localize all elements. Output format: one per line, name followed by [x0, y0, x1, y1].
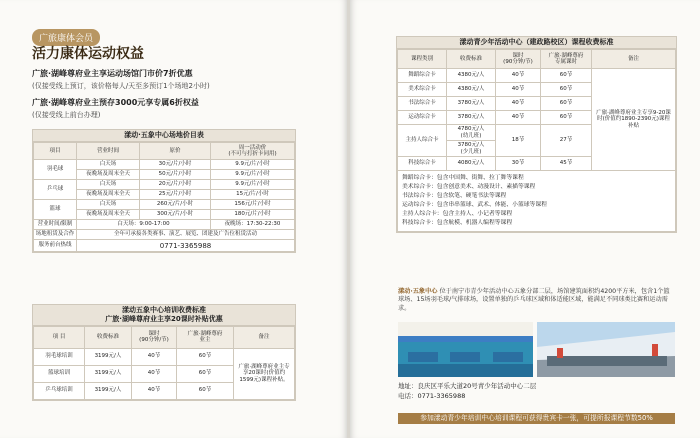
- cell: 4780元/人 (幼儿班): [447, 125, 496, 141]
- training-title-2: 广旅·湖峰尊府业主享20课时补贴优惠: [105, 314, 223, 323]
- training-title-1: 漾动五象中心培训收费标准: [122, 306, 206, 314]
- cell: 全年可承接各类赛事、演艺、展览、团建及广告位租赁活动: [77, 230, 295, 240]
- cell: 40节: [496, 83, 541, 97]
- course-details: [398, 171, 676, 232]
- course-fee-table: [396, 36, 677, 233]
- cell: 60节: [541, 69, 592, 83]
- cell: 60节: [541, 83, 592, 97]
- cell: 场地租赁及合作: [34, 230, 77, 240]
- cell: 60节: [177, 348, 234, 365]
- col-header: 备注: [592, 50, 676, 69]
- cell: 40节: [132, 348, 177, 365]
- promo-banner: 参加漾动青少年培训中心培训课程可获得贵宾卡一张，可提所报课程节数50%: [398, 413, 675, 424]
- cell: 夜晚场及周末全天: [77, 170, 140, 180]
- cell: 40节: [132, 382, 177, 399]
- training-fee-table: [32, 304, 296, 401]
- cell: 40节: [496, 69, 541, 83]
- table-row: [34, 200, 295, 210]
- cell: 60节: [541, 97, 592, 111]
- col-header: 原价: [140, 143, 211, 160]
- col-header: 课时 (90分钟/节): [496, 50, 541, 69]
- course-table-title: 漾动青少年活动中心（建政路校区）课程收费标准: [397, 37, 676, 49]
- col-header: 项 目: [34, 326, 85, 348]
- cell: 60节: [177, 365, 234, 382]
- cell: 60节: [177, 382, 234, 399]
- page-title: 活力康体运动权益: [32, 46, 144, 62]
- cell: 3780元/人 (少儿班): [447, 141, 496, 157]
- benefit-2-note: (仅接受线上前台办理): [32, 111, 101, 119]
- cell: 乒乓球: [34, 180, 77, 200]
- cell: 主持人综合卡: [398, 125, 447, 157]
- cell: 40节: [132, 365, 177, 382]
- cell: 18节: [496, 125, 541, 157]
- cell: 40节: [496, 97, 541, 111]
- cell: 300元/片/小时: [140, 210, 211, 220]
- table-row: [34, 240, 295, 252]
- venue-price-table: [32, 129, 296, 253]
- cell: 9.9元/片/小时: [211, 170, 295, 180]
- detail-line: 舞蹈综合卡：包含中国舞、街舞、拉丁舞等课程: [402, 175, 524, 182]
- col-header: 广旅·湖峰尊府 专属课时: [541, 50, 592, 69]
- training-table-title: [33, 305, 295, 326]
- venue-description: [398, 288, 673, 313]
- cell: 白天场: [77, 200, 140, 210]
- phone: 电话：0771-3365988: [398, 392, 466, 400]
- cell: 4080元/人: [447, 157, 496, 171]
- col-header: 项目: [34, 143, 77, 160]
- cell: 9.9元/片/小时: [211, 160, 295, 170]
- cell: 科技综合卡: [398, 157, 447, 171]
- cell: 白天场: [77, 180, 140, 190]
- cell: 白天场: [77, 160, 140, 170]
- cell: 25元/片/小时: [140, 190, 211, 200]
- member-badge: 广旅康体会员: [32, 29, 100, 46]
- cell: 乒乓球培训: [34, 382, 85, 399]
- cell: 3780元/人: [447, 111, 496, 125]
- detail-line: 科技综合卡：包含航模、机器人编程等课程: [402, 220, 513, 227]
- cell: 篮球: [34, 200, 77, 220]
- detail-line: 主持人综合卡：包含主持人、小记者等课程: [402, 211, 513, 218]
- table-row: [34, 230, 295, 240]
- venue-intro: 位于南宁市青少年活动中心五象分部二层，场馆建筑面积约4200平方米，包含1个篮球场、15场羽毛球/气排球场，设置单独的乒乓球区域和体适能区域，能满足不同球类比赛和运动需求。: [398, 288, 670, 312]
- cell: 羽毛球: [34, 160, 77, 180]
- benefit-1: 广旅·湖峰尊府业主享运动场馆门市价7折优惠: [32, 69, 193, 78]
- detail-line: 书法综合卡：包含软笔、硬笔书法等课程: [402, 193, 507, 200]
- col-header: 周一活动价 (不可与打折卡同用): [211, 143, 295, 160]
- cell: 篮球培训: [34, 365, 85, 382]
- cell: 9.9元/片/小时: [211, 180, 295, 190]
- detail-line: 运动综合卡：包含串串篮球、武术、体能、小篮球等课程: [402, 202, 547, 209]
- col-header: 收费标准: [447, 50, 496, 69]
- table-row: [398, 69, 676, 83]
- cell: 白天场：9:00-17:00: [77, 220, 211, 230]
- benefit-1-note: (仅接受线上预订，该价格每人/天至多预订1个场地2小时): [32, 82, 210, 90]
- cell: 3199元/人: [85, 382, 132, 399]
- training-remark: 广旅·湖峰尊府业主专享20课时(价值约1599元)课程补贴。: [234, 348, 295, 399]
- detail-line: 美术综合卡：包含创意美术、动漫设计、素描等课程: [402, 184, 536, 191]
- cell: 夜晚场及周末全天: [77, 210, 140, 220]
- col-header: 课程类别: [398, 50, 447, 69]
- cell: 156元/片/小时: [211, 200, 295, 210]
- cell: 运动综合卡: [398, 111, 447, 125]
- cell: 30元/片/小时: [140, 160, 211, 170]
- cell: 夜晚场及周末全天: [77, 190, 140, 200]
- col-header: 广旅·湖峰尊府 业主: [177, 326, 234, 348]
- table-row: [34, 160, 295, 170]
- cell: 4380元/人: [447, 69, 496, 83]
- venue-table-title: 漾动·五象中心场地价目表: [33, 130, 295, 142]
- table-row: [34, 348, 295, 365]
- cell: 4380元/人: [447, 83, 496, 97]
- address: 地址：良庆区平乐大道20号青少年活动中心二层: [398, 382, 537, 390]
- venue-name: 漾动·五象中心: [398, 288, 438, 295]
- table-row: [34, 180, 295, 190]
- cell: 45节: [541, 157, 592, 171]
- cell: 30节: [496, 157, 541, 171]
- cell: 服务前台热线: [34, 240, 77, 252]
- cell: 20元/片/小时: [140, 180, 211, 190]
- cell: 260元/片/小时: [140, 200, 211, 210]
- gym-photo-interior: [398, 322, 533, 377]
- cell: 60节: [541, 111, 592, 125]
- phone-number: 0771-3365988: [77, 240, 295, 252]
- cell: 书法综合卡: [398, 97, 447, 111]
- building-photo: [537, 322, 675, 377]
- building-photo-image: [537, 322, 675, 377]
- cell: 3780元/人: [447, 97, 496, 111]
- cell: 羽毛球培训: [34, 348, 85, 365]
- col-header: 收费标准: [85, 326, 132, 348]
- cell: 营业时间/限制: [34, 220, 77, 230]
- col-header: 课时 (90分钟/节): [132, 326, 177, 348]
- benefit-2: 广旅·湖峰尊府业主预存3000元享专属6折权益: [32, 98, 199, 107]
- col-header: 营业时间: [77, 143, 140, 160]
- cell: 3199元/人: [85, 365, 132, 382]
- course-remark: 广旅·湖峰尊府业主专享9-20课时(价值约1890-2390元)课程补贴: [592, 69, 676, 171]
- table-row: [34, 220, 295, 230]
- cell: 50元/片/小时: [140, 170, 211, 180]
- cell: 美术综合卡: [398, 83, 447, 97]
- cell: 27节: [541, 125, 592, 157]
- cell: 3199元/人: [85, 348, 132, 365]
- cell: 15元/片/小时: [211, 190, 295, 200]
- cell: 舞蹈综合卡: [398, 69, 447, 83]
- col-header: 备注: [234, 326, 295, 348]
- table-row: [398, 171, 676, 232]
- cell: 40节: [496, 111, 541, 125]
- gym-photo-interior-image: [398, 322, 533, 377]
- cell: 夜晚场：17:30-22:30: [211, 220, 295, 230]
- cell: 180元/片/小时: [211, 210, 295, 220]
